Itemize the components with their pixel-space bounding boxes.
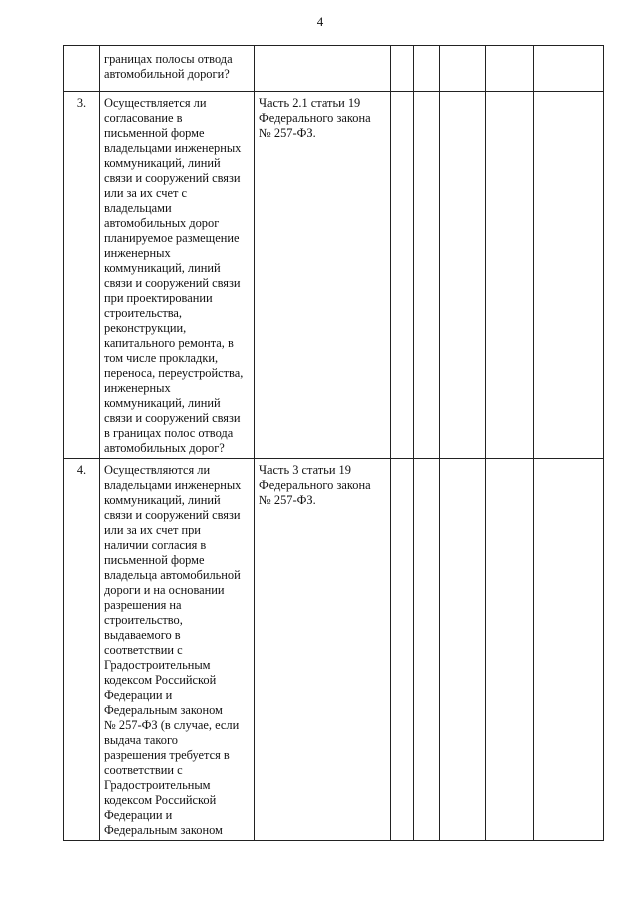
reference-cell — [255, 46, 391, 92]
row-number-cell: 3. — [64, 92, 100, 459]
page-number: 4 — [316, 14, 324, 29]
answer-na-cell — [440, 46, 486, 92]
answer-yes-cell — [391, 459, 414, 841]
answer-yes-cell — [391, 92, 414, 459]
checklist-table — [63, 45, 604, 841]
answer-extra-cell — [486, 92, 534, 459]
row-number-cell: 4. — [64, 459, 100, 841]
note-cell — [534, 459, 604, 841]
answer-yes-cell — [391, 46, 414, 92]
question-cell: Осуществляются ли владельцами инженерных коммуникаций, линий связи и сооружений связи или за их счет при наличии согласия в письменной форме владельца автомобильной дороги и на основании разрешения на строительство, выдаваемого в соответствии с Градостроительным кодексом Российской Федерации и Федеральным законом № 257-ФЗ (в случае, если выдача такого разрешения требуется в соответствии с Градостроительным кодексом Российской Федерации и Федеральным законом — [100, 459, 255, 841]
note-cell — [534, 92, 604, 459]
answer-na-cell — [440, 459, 486, 841]
answer-extra-cell — [486, 46, 534, 92]
answer-no-cell — [414, 92, 440, 459]
note-cell — [534, 46, 604, 92]
question-cell: Осуществляется ли согласование в письменной форме владельцами инженерных коммуникаций, линий связи и сооружений связи или за их счет с владельцами автомобильных дорог планируемое размещение инженерных коммуникаций, линий связи и сооружений связи при проектировании строительства, реконструкции, капитального ремонта, в том числе прокладки, переноса, переустройства, инженерных коммуникаций, линий связи и сооружений связи в границах полос отвода автомобильных дорог? — [100, 92, 255, 459]
table-row — [64, 46, 604, 92]
answer-no-cell — [414, 46, 440, 92]
reference-cell: Часть 2.1 статьи 19 Федерального закона № 257-ФЗ. — [255, 92, 391, 459]
answer-no-cell — [414, 459, 440, 841]
table-row — [64, 92, 604, 459]
question-cell: границах полосы отвода автомобильной дороги? — [100, 46, 255, 92]
answer-na-cell — [440, 92, 486, 459]
reference-cell: Часть 3 статьи 19 Федерального закона № 257-ФЗ. — [255, 459, 391, 841]
answer-extra-cell — [486, 459, 534, 841]
row-number-cell — [64, 46, 100, 92]
table-row — [64, 459, 604, 841]
